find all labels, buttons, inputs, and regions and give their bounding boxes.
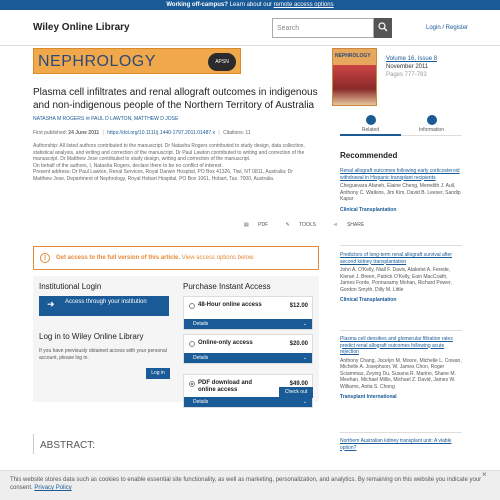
details-label: Details	[193, 321, 209, 327]
institution-button-label: Access through your institution	[65, 299, 147, 305]
info-icon: !	[40, 253, 50, 263]
login-register-link[interactable]: Login / Register	[426, 25, 469, 31]
journal-name: NEPHROLOGY	[38, 53, 156, 70]
rec-title-link[interactable]: Plasma cell densities and glomerular filtration rates predict renal allograft outcomes following acute rejection	[340, 336, 453, 355]
pdf-label: PDF	[258, 222, 269, 228]
info-circle-icon	[427, 115, 437, 125]
article-actions	[228, 222, 364, 228]
view-access-link[interactable]: View access options below.	[180, 255, 255, 261]
list-item	[340, 336, 462, 401]
access-notice	[33, 246, 319, 270]
related-icon	[366, 115, 376, 125]
login-description: If you have previously obtained access with your personal account, please log in.	[39, 348, 167, 361]
option-name: Online-only access	[198, 340, 253, 346]
institution-access-button[interactable]	[39, 296, 169, 316]
details-toggle[interactable]	[184, 319, 312, 329]
site-logo[interactable]: Wiley Online Library	[33, 22, 130, 33]
volume-link[interactable]: Volume 16, Issue 8	[386, 56, 438, 62]
purchase-title: Purchase Instant Access	[183, 282, 271, 291]
pdf-icon: ▤	[244, 222, 249, 228]
issue-pages: Pages 777-783	[386, 72, 427, 78]
rec-title-link[interactable]: Northern Australian kidney transplant unit: A viable option?	[340, 438, 452, 451]
article-author-info: Authorship: All listed authors contributed to the manuscript. Dr Natasha Rogers contributed to study design, data collection, statistical analysis, and writing and correction of the manuscript. Dr Paul Lawton contributed to writing and correction of the manuscript. Dr Matthew Jose contributed to study design, writing and correction of the manuscript. On behalf of the authors, I, Natasha Rogers, declare there to be no conflict of interest. Present address: Dr Paul Lawton, Renal Services, Royal Darwin Hospital, PO Box 41326, Tiwi, NT 0811, Australia; Dr Matthew Jose, Department of Nephrology, Royal Hobart Hospital, PO Box 1061, Hobart, Tas. 7000, Australia.	[33, 143, 305, 182]
topbar-text: Learn about our	[227, 2, 274, 8]
rec-journal[interactable]: Clinical Transplantation	[340, 206, 397, 213]
chevron-down-icon: ⌄	[302, 399, 307, 405]
checkout-button[interactable]: Check out	[279, 387, 313, 398]
close-icon[interactable]: ×	[482, 470, 487, 479]
top-banner	[0, 0, 500, 10]
privacy-policy-link[interactable]: Privacy Policy	[34, 485, 72, 491]
publication-meta: First published: 24 June 2011 | https://doi.org/10.1111/j.1440-1797.2011.01487.x | Citations: 11	[33, 130, 251, 136]
topbar-bold: Working off-campus?	[166, 2, 228, 8]
option-name: 48-Hour online access	[198, 302, 262, 308]
issue-info	[386, 55, 437, 79]
tab-related[interactable]	[340, 112, 401, 136]
rec-title-link[interactable]: Renal allograft outcomes following early corticosteroid withdrawal in Hispanic transplant recipients	[340, 168, 460, 181]
issue-date: November 2011	[386, 64, 429, 70]
wrench-icon: ✎	[285, 222, 290, 228]
article-title: Plasma cell infiltrates and renal allograft outcomes in indigenous and non-indigenous people of the Northern Territory of Australia	[33, 87, 318, 111]
journal-banner[interactable]	[33, 48, 241, 74]
access-bold: Get access to the full version of this article.	[56, 255, 181, 261]
published-label: First published:	[33, 130, 67, 136]
rec-journal[interactable]: Transplant International	[340, 394, 397, 400]
site-header	[0, 10, 500, 46]
cookie-text: This website stores data such as cookies to enable essential site functionality, as well as marketing, personalization, and analytics. By remaining on this website you indicate your consent.	[10, 477, 482, 491]
rec-authors: John A. O'Kelly, Niall F. Davis, Atakelet A. Ferede, Kieran J. Breen, Patrick O'Kelly, Eoin MacCraith, James Forde, Ponnusamy Mohan, Richard Power, Gordon Smyth, Dilly M. Little	[340, 267, 452, 293]
share-button[interactable]	[325, 222, 364, 228]
cover-image	[333, 65, 376, 105]
published-date: 24 June 2011	[68, 130, 100, 136]
abstract-divider	[33, 434, 34, 454]
share-icon: ⋖	[333, 222, 338, 228]
radio-48h[interactable]	[189, 303, 195, 309]
journal-cover[interactable]	[332, 48, 377, 106]
search-button[interactable]	[374, 18, 392, 38]
remote-access-link[interactable]: remote access options	[273, 2, 334, 8]
tab-label: Related	[361, 127, 380, 133]
cookie-banner	[0, 470, 500, 500]
details-toggle[interactable]	[184, 397, 312, 407]
access-text	[56, 255, 255, 261]
divider	[340, 245, 462, 246]
cover-title: NEPHROLOGY	[335, 53, 371, 59]
option-name: PDF download and online access	[198, 380, 252, 393]
tools-label: TOOLS	[299, 222, 316, 228]
institutional-login-title: Institutional Login	[39, 282, 102, 291]
abstract-heading: ABSTRACT:	[40, 440, 96, 451]
author-list[interactable]: NATASHA M ROGERS ✉ PAUL D LAWTON, MATTHEW D JOSE	[33, 116, 179, 122]
tab-label: Information	[418, 127, 444, 133]
pdf-button[interactable]	[236, 222, 268, 228]
login-title: Log in to Wiley Online Library	[39, 332, 144, 341]
chevron-down-icon: ⌄	[302, 355, 307, 361]
details-label: Details	[193, 399, 209, 405]
radio-pdf[interactable]	[189, 381, 195, 387]
arrow-right-icon: ➜	[47, 299, 55, 309]
purchase-option-online[interactable]	[183, 334, 313, 364]
rec-authors: Anthony Chang, Jocelyn M. Moore, Michelle L. Cowan, Michelle A. Josephson, W. James Chon, Roger Sciammas, Zeying Du, Susana R. Marino, Shane M. Meehan, Michael Millis, Michael Z. David, James W. Williams, Anita S. Chong	[340, 357, 462, 390]
option-price: $20.00	[289, 341, 308, 347]
rec-journal[interactable]: Clinical Transplantation	[340, 297, 397, 303]
society-logo: APSN	[208, 53, 236, 71]
tab-information[interactable]	[401, 112, 462, 136]
purchase-option-48h[interactable]	[183, 296, 313, 330]
divider	[340, 432, 462, 433]
divider	[340, 330, 462, 331]
details-label: Details	[193, 355, 209, 361]
radio-online[interactable]	[189, 341, 195, 347]
share-label: SHARE	[346, 222, 365, 228]
rec-title-link[interactable]: Predictors of long-term renal allograft survival after second kidney transplantation	[340, 252, 452, 265]
list-item	[340, 168, 462, 213]
rec-authors: Cheguevara Afaneh, Elaine Cheng, Meredith J. Aull, Anthony C. Watkins, Jim Kim, David B. Leeser, Sandip Kapur	[340, 183, 461, 202]
citations-count[interactable]: Citations: 11	[223, 130, 251, 136]
option-price: $12.00	[289, 303, 308, 309]
search-input[interactable]: Search	[272, 18, 374, 38]
chevron-down-icon: ⌄	[302, 321, 307, 327]
search-icon	[378, 22, 388, 32]
sidebar-tabs	[340, 112, 462, 136]
doi-link[interactable]: https://doi.org/10.1111/j.1440-1797.2011.01487.x	[107, 130, 216, 136]
login-button[interactable]: Log in	[146, 368, 170, 379]
tools-button[interactable]	[278, 222, 316, 228]
list-item	[340, 252, 462, 304]
list-item	[340, 438, 462, 453]
recommended-heading: Recommended	[340, 151, 398, 160]
details-toggle[interactable]	[184, 353, 312, 363]
option-price: $49.00	[289, 381, 308, 387]
